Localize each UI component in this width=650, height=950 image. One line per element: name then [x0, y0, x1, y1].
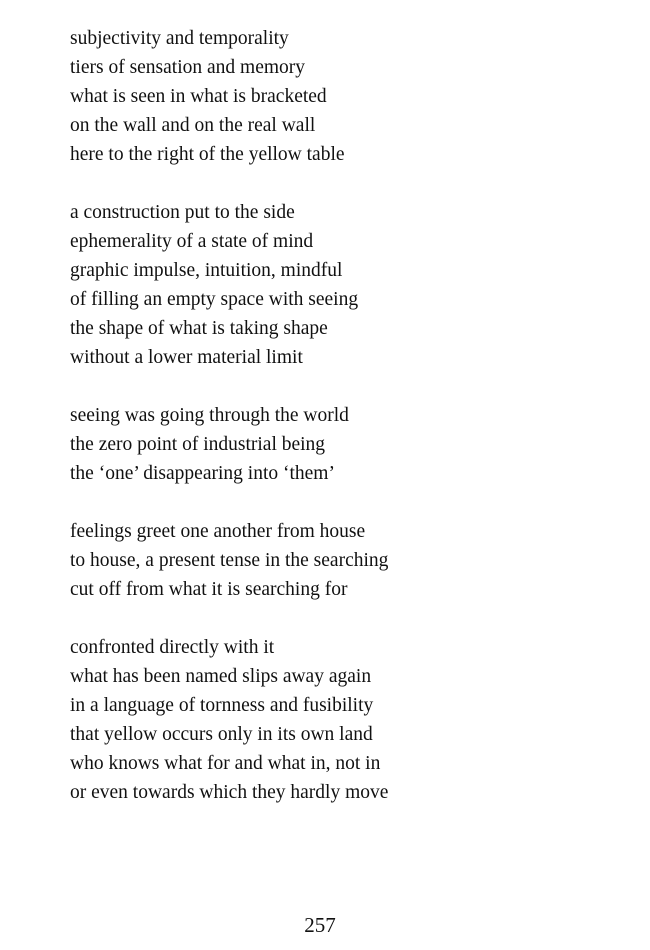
stanza [70, 633, 388, 807]
poem-line: that yellow occurs only in its own land [70, 724, 373, 745]
stanza [70, 401, 388, 488]
poem-line: what has been named slips away again [70, 666, 372, 687]
poem-line: of filling an empty space with seeing [70, 289, 359, 310]
poem-line: who knows what for and what in, not in [70, 753, 381, 774]
poem [70, 24, 388, 836]
poem-line: the shape of what is taking shape [70, 318, 328, 339]
poem-line: cut off from what it is searching for [70, 579, 348, 600]
poem-line: to house, a present tense in the searching [70, 550, 389, 571]
poem-line: subjectivity and temporality [70, 28, 289, 49]
poem-line: a construction put to the side [70, 202, 295, 223]
stanza [70, 517, 388, 604]
poem-line: the ‘one’ disappearing into ‘them’ [70, 463, 335, 484]
poem-line: what is seen in what is bracketed [70, 86, 327, 107]
poem-line: on the wall and on the real wall [70, 115, 316, 136]
poem-line: without a lower material limit [70, 347, 303, 368]
poem-line: the zero point of industrial being [70, 434, 326, 455]
poem-line: graphic impulse, intuition, mindful [70, 260, 343, 281]
stanza [70, 24, 388, 169]
poem-line: ephemerality of a state of mind [70, 231, 314, 252]
poem-line: or even towards which they hardly move [70, 782, 389, 803]
poem-line: here to the right of the yellow table [70, 144, 345, 165]
page-number: 257 [304, 913, 336, 937]
stanza [70, 198, 388, 372]
poem-line: seeing was going through the world [70, 405, 349, 426]
poem-line: confronted directly with it [70, 637, 275, 658]
poem-line: in a language of tornness and fusibility [70, 695, 374, 716]
poem-line: feelings greet one another from house [70, 521, 366, 542]
poem-line: tiers of sensation and memory [70, 57, 306, 78]
